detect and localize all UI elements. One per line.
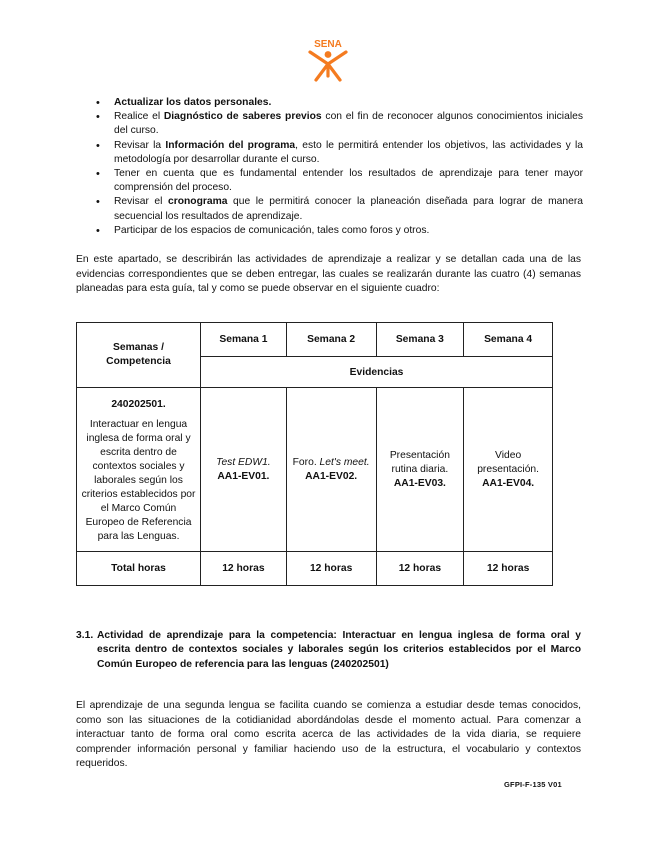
table-corner-header: Semanas / Competencia (77, 323, 201, 388)
competence-code: 240202501. (111, 399, 166, 410)
total-hours-label: Total horas (77, 552, 201, 586)
competence-description: Interactuar en lengua inglesa de forma oral y escrita dentro de contextos sociales y laborales según los criterios establecidos por el Marco Común Europeo de Referencia para las Lenguas. (81, 419, 196, 542)
list-item: • Tener en cuenta que es fundamental entender los resultados de aprendizaje para tener mayor comprensión del proceso. (93, 167, 583, 195)
week-header: Semana 3 (376, 323, 464, 357)
intro-paragraph: En este apartado, se describirán las actividades de aprendizaje a realizar y se detallan cada una de las evidencias correspondientes que se deben entregar, las cuales se realizarán durante las cuatro (4) semanas planeadas para esta guía, tal y como se puede observar en el siguiente cuadro: (76, 254, 581, 295)
hours-cell: 12 horas (286, 552, 376, 586)
evidence-cell: Test EDW1. AA1-EV01. (201, 388, 287, 552)
list-item: • Realice el Diagnóstico de saberes previos con el fin de reconocer algunos conocimientos iniciales del curso. (93, 110, 583, 138)
section-title: Actividad de aprendizaje para la competencia: Interactuar en lengua inglesa de forma oral y escrita dentro de contextos sociales y laborales según los criterios establecidos por el Marco Común Europeo de referencia para las lenguas (240202501) (97, 630, 581, 670)
list-item: • Revisar la Información del programa, esto le permitirá entender los objetivos, las actividades y la metodología por desarrollar durante el curso. (93, 139, 583, 167)
hours-cell: 12 horas (201, 552, 287, 586)
closing-paragraph: El aprendizaje de una segunda lengua se facilita cuando se comienza a estudiar desde temas conocidos, como son las situaciones de la cotidianidad abordándolas desde el momento actual. Para comenzar a interactuar tanto de forma oral como escrita acerca de las actividades de la vida diaria, se requiere comprender información personal y familiar haciendo uso de la estructura, el vocabulario y contextos requeridos. (76, 700, 581, 770)
evidence-cell: Video presentación. AA1-EV04. (464, 388, 553, 552)
week-header: Semana 2 (286, 323, 376, 357)
instructions-list (93, 96, 583, 238)
evidence-table (76, 322, 553, 586)
hours-cell: 12 horas (376, 552, 464, 586)
list-item: • Revisar el cronograma que le permitirá conocer la planeación diseñada para lograr de manera secuencial los resultados de aprendizaje. (93, 195, 583, 223)
week-header: Semana 1 (201, 323, 287, 357)
sena-logo (301, 38, 355, 82)
evidencias-header: Evidencias (201, 357, 553, 388)
list-item: • Actualizar los datos personales. (93, 96, 583, 110)
hours-cell: 12 horas (464, 552, 553, 586)
logo-text: SENA (314, 39, 342, 50)
form-code: GFPI-F-135 V01 (504, 780, 562, 789)
section-heading (76, 629, 581, 672)
week-header: Semana 4 (464, 323, 553, 357)
list-item: • Participar de los espacios de comunicación, tales como foros y otros. (93, 224, 583, 238)
evidence-cell: Presentación rutina diaria. AA1-EV03. (376, 388, 464, 552)
section-number: 3.1. (76, 630, 94, 641)
evidence-cell: Foro. Let's meet. AA1-EV02. (286, 388, 376, 552)
competence-cell (77, 388, 201, 552)
